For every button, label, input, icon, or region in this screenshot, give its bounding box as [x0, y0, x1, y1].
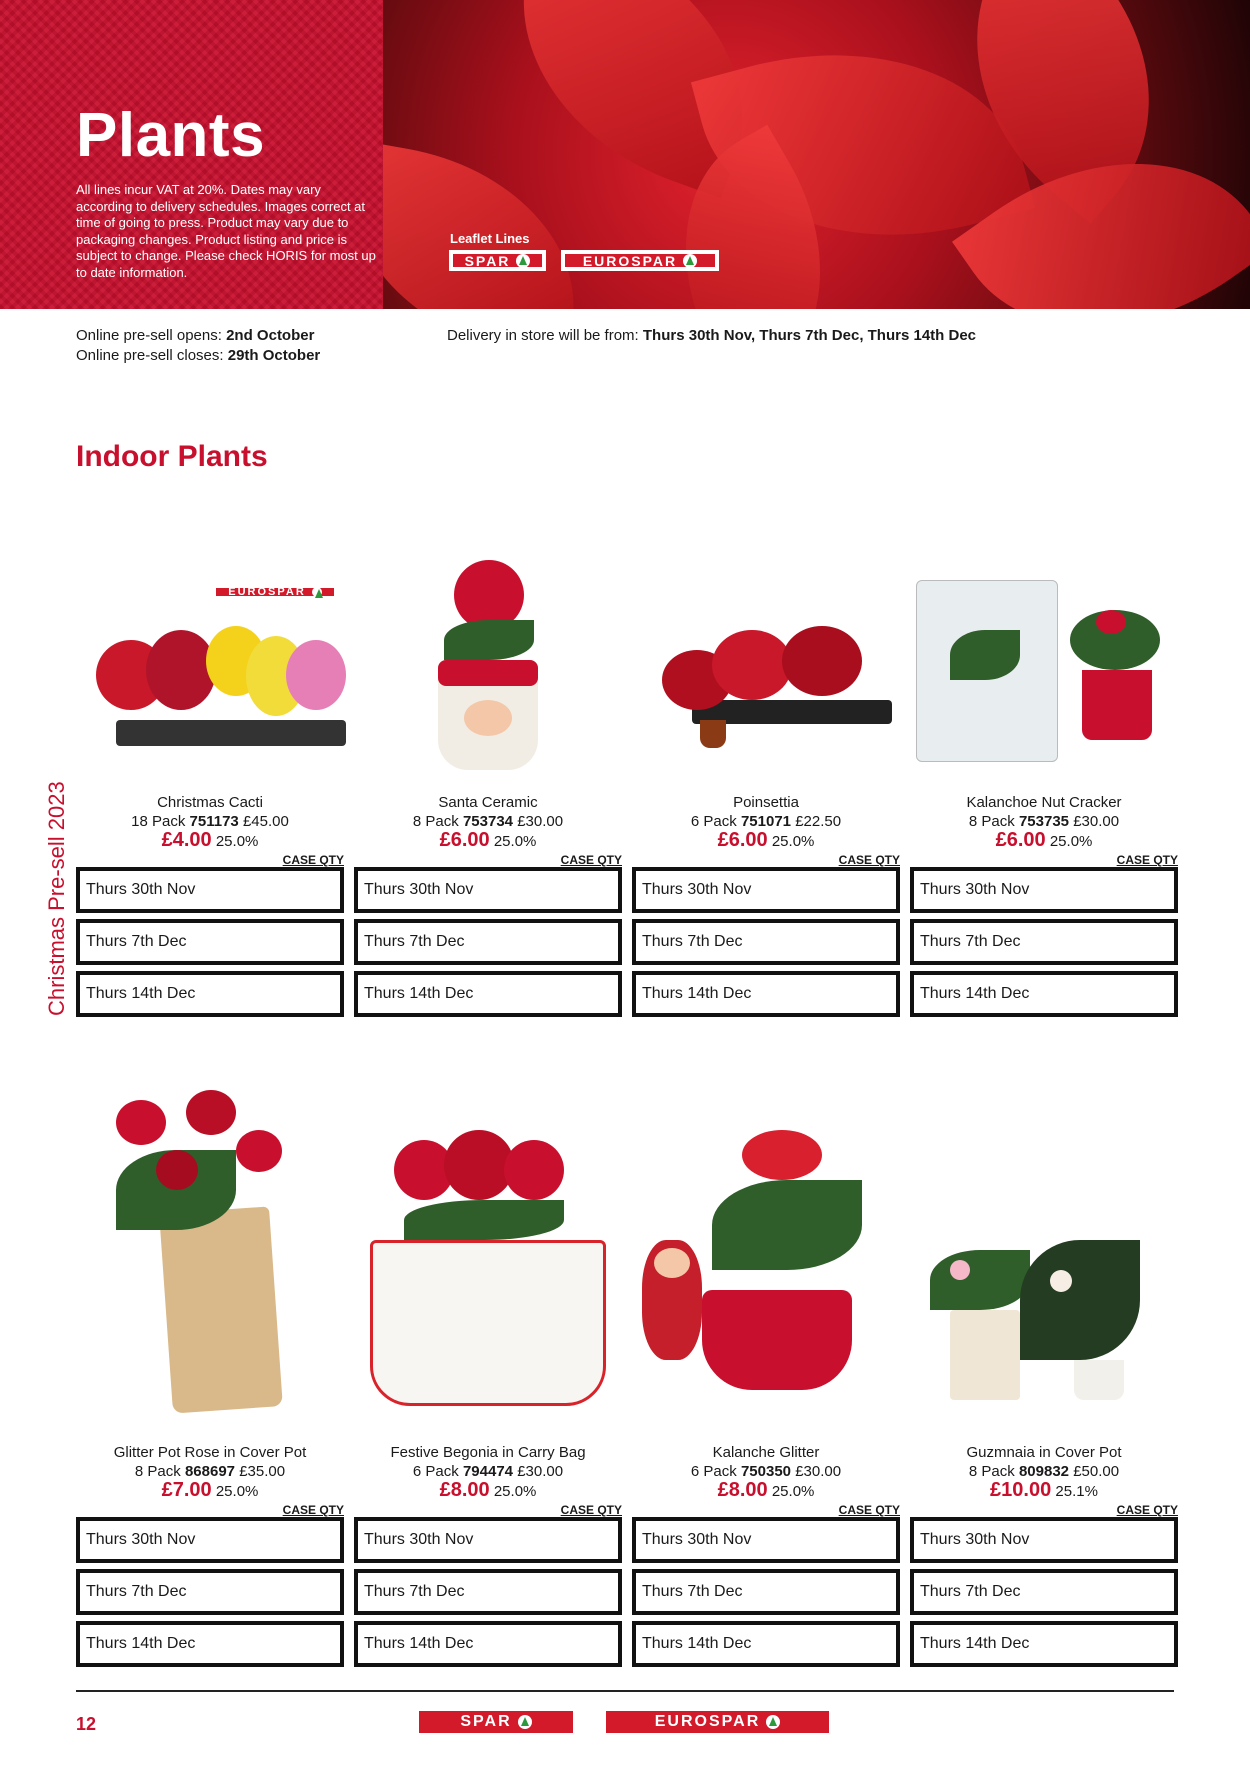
guzmnaia-image: [910, 1210, 1178, 1410]
product-pack: 6 Pack: [690, 813, 737, 830]
delivery-date-box[interactable]: Thurs 7th Dec: [632, 919, 900, 965]
product-info-kalanchoe-nut-cracker: [910, 793, 1178, 1023]
delivery-date-box[interactable]: Thurs 14th Dec: [354, 1621, 622, 1667]
festive-begonia-image: [354, 1130, 622, 1410]
product-code: 868697: [184, 1463, 236, 1480]
delivery-date-box[interactable]: Thurs 30th Nov: [76, 1517, 344, 1563]
unit-price: £8.00: [717, 1479, 768, 1501]
margin: 25.1%: [1055, 1483, 1098, 1500]
footer-spar-logo-text: SPAR: [460, 1713, 512, 1730]
product-card: [354, 570, 622, 790]
presell-closes-date: 29th October: [227, 347, 321, 364]
eurospar-logo: [561, 250, 719, 271]
product-name: Glitter Pot Rose in Cover Pot: [113, 1444, 307, 1461]
delivery-date-box[interactable]: Thurs 7th Dec: [76, 919, 344, 965]
unit-price: £6.00: [717, 829, 768, 851]
case-price: £45.00: [242, 813, 289, 830]
delivery-date-box[interactable]: Thurs 14th Dec: [910, 971, 1178, 1017]
delivery-date-box[interactable]: Thurs 7th Dec: [910, 919, 1178, 965]
delivery-label: Delivery in store will be from:: [447, 327, 639, 344]
footer-divider: [76, 1690, 1174, 1692]
delivery-date-box[interactable]: Thurs 14th Dec: [76, 971, 344, 1017]
product-pack: 8 Pack: [968, 1463, 1015, 1480]
product-code: 753735: [1018, 813, 1070, 830]
delivery-date-box[interactable]: Thurs 7th Dec: [910, 1569, 1178, 1615]
product-name: Festive Begonia in Carry Bag: [390, 1444, 586, 1461]
product-name: Santa Ceramic: [438, 794, 538, 811]
case-price: £30.00: [1073, 813, 1120, 830]
product-info-glitter-rose: [76, 1443, 344, 1673]
product-card: [910, 1210, 1178, 1410]
delivery-date-box[interactable]: Thurs 30th Nov: [632, 1517, 900, 1563]
poinsettia-image: [632, 570, 900, 790]
product-code: 750350: [740, 1463, 792, 1480]
case-price: £35.00: [239, 1463, 286, 1480]
margin: 25.0%: [1049, 833, 1093, 850]
page-number: 12: [76, 1714, 97, 1734]
delivery-date-box[interactable]: Thurs 7th Dec: [632, 1569, 900, 1615]
page-title: Plants: [76, 101, 266, 170]
product-info-poinsettia: [632, 793, 900, 1023]
eurospar-badge-text: EUROSPAR: [228, 586, 306, 598]
delivery-dates: Thurs 30th Nov, Thurs 7th Dec, Thurs 14th Dec: [642, 327, 977, 344]
unit-price: £8.00: [439, 1479, 490, 1501]
spar-logo: [449, 250, 546, 271]
kalanchoe-nut-cracker-image: [910, 570, 1178, 790]
footer-spar-logo: [419, 1711, 573, 1733]
unit-price: £6.00: [995, 829, 1046, 851]
case-price: £30.00: [517, 813, 564, 830]
case-qty-label: CASE QTY: [560, 853, 622, 867]
product-card: [910, 570, 1178, 790]
spar-logo-text: SPAR: [464, 252, 511, 269]
case-price: £22.50: [795, 813, 842, 830]
delivery-date-box[interactable]: Thurs 30th Nov: [76, 867, 344, 913]
product-info-kalanche-glitter: [632, 1443, 900, 1673]
product-name: Guzmnaia in Cover Pot: [966, 1444, 1122, 1461]
product-pack: 6 Pack: [412, 1463, 459, 1480]
footer-eurospar-logo-text: EUROSPAR: [654, 1713, 761, 1730]
leaflet-lines-label: Leaflet Lines: [450, 231, 530, 246]
product-info-guzmnaia: [910, 1443, 1178, 1673]
case-price: £30.00: [517, 1463, 564, 1480]
delivery-date-box[interactable]: Thurs 30th Nov: [632, 867, 900, 913]
product-pack: 8 Pack: [412, 813, 459, 830]
product-pack: 6 Pack: [690, 1463, 737, 1480]
delivery-date-box[interactable]: Thurs 30th Nov: [910, 867, 1178, 913]
margin: 25.0%: [771, 1483, 815, 1500]
margin: 25.0%: [215, 833, 259, 850]
case-qty-label: CASE QTY: [1116, 853, 1178, 867]
case-price: £50.00: [1073, 1463, 1120, 1480]
case-qty-label: CASE QTY: [1116, 1503, 1178, 1517]
product-code: 751173: [189, 813, 239, 830]
eurospar-badge: [212, 584, 338, 600]
case-qty-label: CASE QTY: [838, 1503, 900, 1517]
product-code: 753734: [462, 813, 514, 830]
product-info-santa: [354, 793, 622, 1023]
product-card: [354, 1130, 622, 1410]
delivery-date-box[interactable]: Thurs 14th Dec: [76, 1621, 344, 1667]
side-vertical-text: Christmas Pre-sell 2023: [44, 781, 69, 1016]
margin: 25.0%: [771, 833, 815, 850]
delivery-date-box[interactable]: Thurs 14th Dec: [632, 971, 900, 1017]
product-code: 809832: [1018, 1463, 1070, 1480]
delivery-date-box[interactable]: Thurs 7th Dec: [354, 1569, 622, 1615]
case-qty-label: CASE QTY: [838, 853, 900, 867]
presell-opens: [76, 327, 314, 344]
delivery-date-box[interactable]: Thurs 30th Nov: [354, 1517, 622, 1563]
product-info-cacti: [76, 793, 344, 1023]
case-qty-label: CASE QTY: [282, 853, 344, 867]
product-code: 794474: [462, 1463, 514, 1480]
footer-eurospar-logo: [606, 1711, 829, 1733]
spar-tree-icon: [516, 254, 530, 268]
footer-spar-tree-icon: [518, 1715, 532, 1729]
presell-opens-label: Online pre-sell opens:: [76, 327, 222, 344]
delivery-date-box[interactable]: Thurs 7th Dec: [354, 919, 622, 965]
product-card: [632, 1130, 900, 1410]
eurospar-badge-tree-icon: [312, 587, 322, 597]
christmas-cacti-image: [76, 570, 344, 790]
margin: 25.0%: [215, 1483, 259, 1500]
presell-opens-date: 2nd October: [226, 327, 315, 344]
product-name: Poinsettia: [733, 794, 799, 811]
unit-price: £10.00: [990, 1479, 1052, 1501]
product-card: [76, 1090, 344, 1420]
presell-closes: [76, 347, 320, 364]
case-price: £30.00: [795, 1463, 842, 1480]
santa-ceramic-image: [354, 570, 622, 790]
product-name: Christmas Cacti: [157, 794, 263, 811]
case-qty-label: CASE QTY: [560, 1503, 622, 1517]
product-card: [76, 570, 344, 790]
margin: 25.0%: [493, 1483, 537, 1500]
unit-price: £7.00: [161, 1479, 212, 1501]
delivery-date-box[interactable]: Thurs 14th Dec: [910, 1621, 1178, 1667]
product-info-festive-begonia: [354, 1443, 622, 1673]
delivery-date-box[interactable]: Thurs 30th Nov: [354, 867, 622, 913]
product-pack: 18 Pack: [131, 813, 186, 830]
presell-closes-label: Online pre-sell closes:: [76, 347, 224, 364]
unit-price: £4.00: [161, 829, 212, 851]
delivery-date-box[interactable]: Thurs 14th Dec: [354, 971, 622, 1017]
product-pack: 8 Pack: [968, 813, 1015, 830]
footer-eurospar-tree-icon: [766, 1715, 780, 1729]
margin: 25.0%: [493, 833, 537, 850]
delivery-date-box[interactable]: Thurs 30th Nov: [910, 1517, 1178, 1563]
case-qty-label: CASE QTY: [282, 1503, 344, 1517]
product-name: Kalanchoe Nut Cracker: [966, 794, 1122, 811]
unit-price: £6.00: [439, 829, 490, 851]
product-name: Kalanche Glitter: [712, 1444, 820, 1461]
delivery-date-box[interactable]: Thurs 14th Dec: [632, 1621, 900, 1667]
product-card: [632, 570, 900, 790]
delivery-date-box[interactable]: Thurs 7th Dec: [76, 1569, 344, 1615]
kalanche-glitter-image: [632, 1130, 900, 1410]
eurospar-tree-icon: [683, 254, 697, 268]
section-title: Indoor Plants: [76, 440, 268, 473]
delivery-info: [447, 327, 976, 344]
vat-notice: All lines incur VAT at 20%. Dates may vary according to delivery schedules. Images correct at time of going to press. Product may vary due to packaging changes. Product listing and price is subject to change. Please check HORIS for most up to date information.: [76, 182, 376, 280]
eurospar-logo-text: EUROSPAR: [582, 252, 678, 269]
glitter-pot-rose-image: [76, 1090, 344, 1420]
product-pack: 8 Pack: [134, 1463, 181, 1480]
product-code: 751071: [740, 813, 792, 830]
